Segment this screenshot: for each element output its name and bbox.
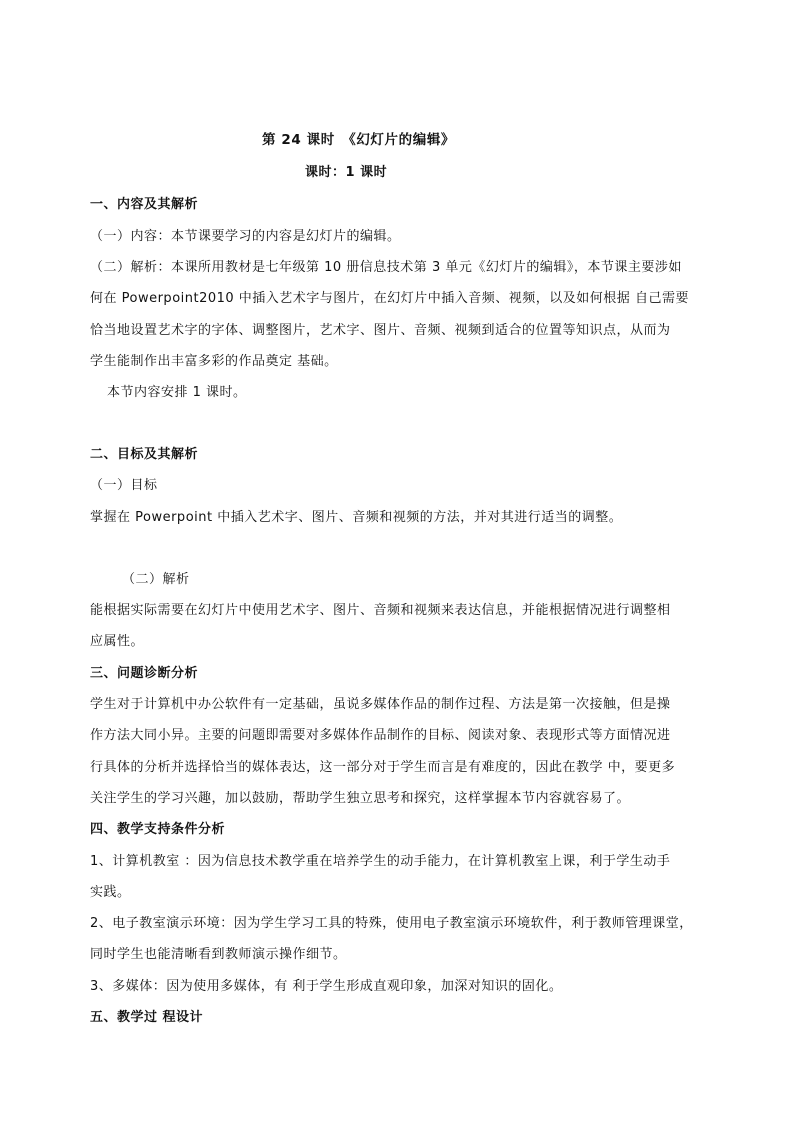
goal-label: （一）目标	[90, 478, 158, 493]
lesson-time: 课时：1 课时	[305, 165, 388, 180]
goal-text: 掌握在 Powerpoint 中插入艺术字、图片、音频和视频的方法，并对其进行适当的调整。	[90, 510, 623, 525]
section-heading-diagnosis: 三、问题诊断分析	[90, 666, 199, 681]
support-item-1: 1、计算机教室 ：因为信息技术教学重在培养学生的动手能力，在计算机教室上课，利于学生动手	[90, 854, 671, 869]
analysis-line: 何在 Powerpoint2010 中插入艺术字与图片，在幻灯片中插入音频、视频，以及如何根据 自己需要	[90, 291, 689, 306]
diagnosis-line: 关注学生的学习兴趣，加以鼓励，帮助学生独立思考和探究，这样掌握本节内容就容易了。	[90, 791, 631, 806]
analysis-line: 恰当地设置艺术字的字体、调整图片，艺术字、图片、音频、视频到适合的位置等知识点，从而为	[90, 323, 671, 338]
analysis-line: 学生能制作出丰富多彩的作品奠定 基础。	[90, 354, 338, 369]
support-item-3: 3、多媒体：因为使用多媒体，有 利于学生形成直观印象，加深对知识的固化。	[90, 979, 563, 994]
support-item-1-cont: 实践。	[90, 885, 131, 900]
diagnosis-line: 作方法大同小异。主要的问题即需要对多媒体作品制作的目标、阅读对象、表现形式等方面情况进	[90, 728, 671, 743]
section-heading-goals: 二、目标及其解析	[90, 447, 199, 462]
diagnosis-line: 学生对于计算机中办公软件有一定基础，虽说多媒体作品的制作过程、方法是第一次接触，但是操	[90, 697, 671, 712]
document-title: 第 24 课时 《幻灯片的编辑》	[262, 132, 456, 148]
goal-analysis-line: 能根据实际需要在幻灯片中使用艺术字、图片、音频和视频来表达信息，并能根据情况进行调整相	[90, 603, 671, 618]
section-heading-process: 五、教学过 程设计	[90, 1010, 204, 1025]
arrangement-note: 本节内容安排 1 课时。	[107, 385, 247, 400]
support-item-2-cont: 同时学生也能清晰看到教师演示操作细节。	[90, 947, 347, 962]
support-item-2: 2、电子教室演示环境：因为学生学习工具的特殊，使用电子教室演示环境软件，利于教师管理课堂，	[90, 916, 693, 931]
analysis-line: （二）解析：本课所用教材是七年级第 10 册信息技术第 3 单元《幻灯片的编辑》，本节课主要涉如	[90, 260, 682, 275]
section-heading-content: 一、内容及其解析	[90, 197, 199, 212]
section-heading-support: 四、教学支持条件分析	[90, 822, 226, 837]
diagnosis-line: 行具体的分析并选择恰当的媒体表达，这一部分对于学生而言是有难度的，因此在教学 中，要更多	[90, 760, 676, 775]
content-paragraph: （一）内容：本节课要学习的内容是幻灯片的编辑。	[90, 229, 401, 244]
goal-analysis-label: （二）解析	[122, 572, 190, 587]
goal-analysis-line: 应属性。	[90, 634, 145, 649]
